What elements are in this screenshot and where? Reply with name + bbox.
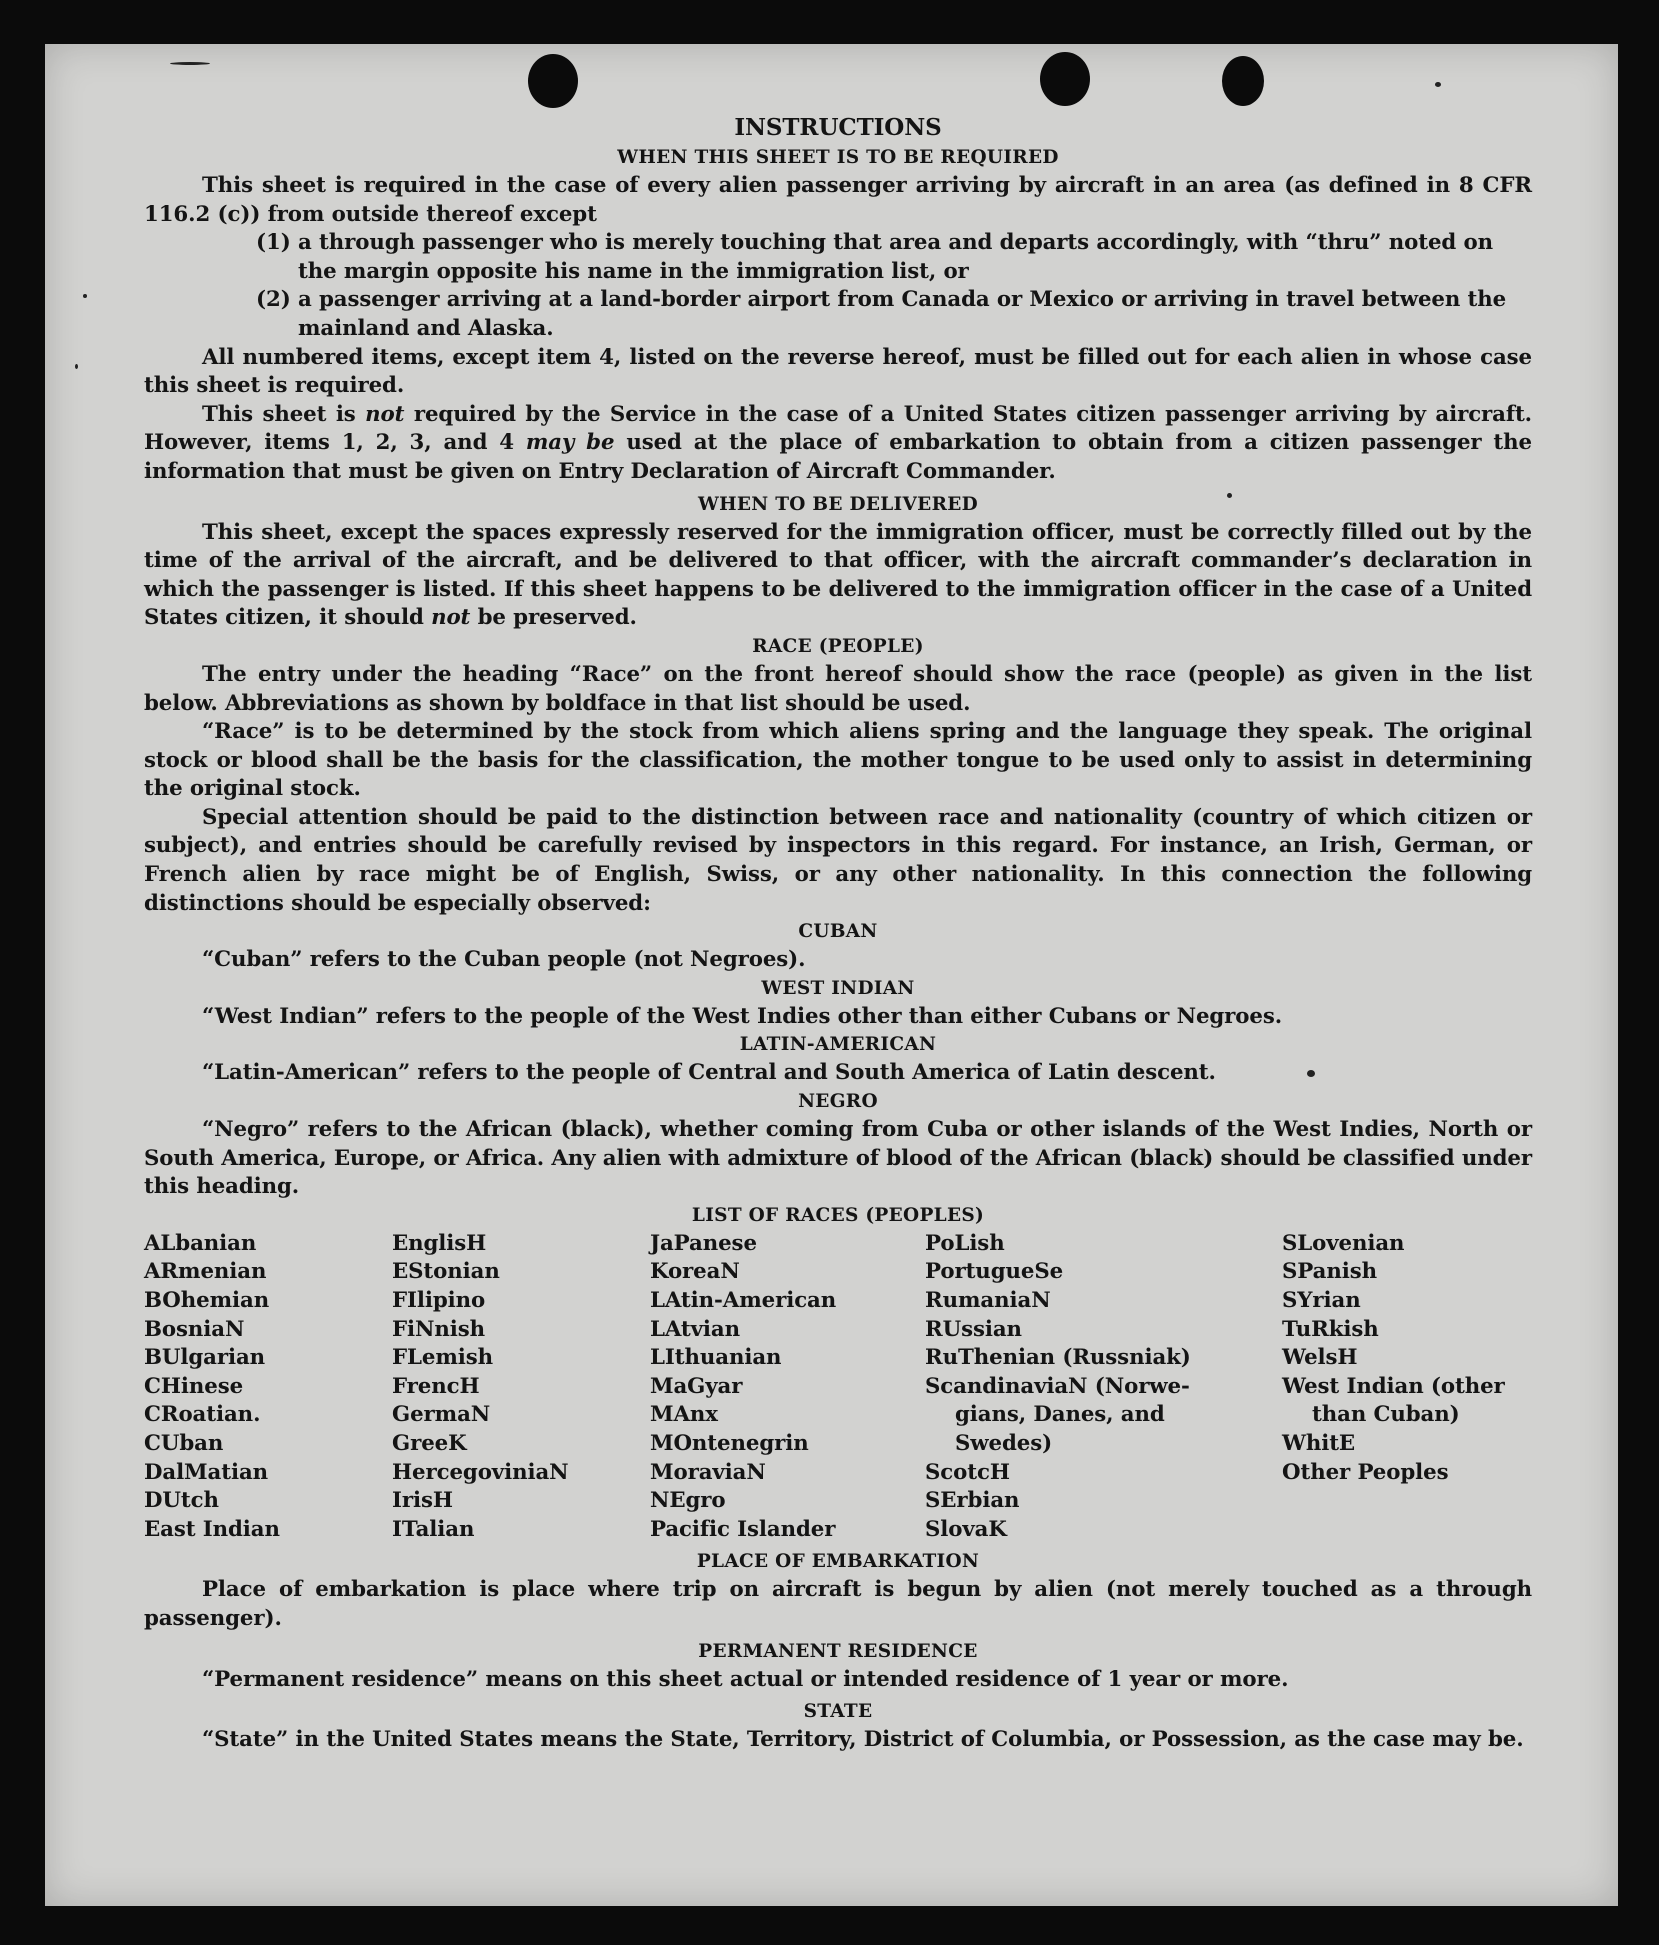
emphasis: not bbox=[431, 605, 471, 631]
instructions-body bbox=[144, 112, 1532, 1755]
race-item: MoraviaN bbox=[650, 1459, 766, 1485]
race-item: GermaN bbox=[392, 1402, 491, 1428]
section-heading: WHEN TO BE DELIVERED bbox=[698, 493, 978, 515]
race-item: SYrian bbox=[1282, 1288, 1361, 1313]
race-item: HercegoviniaN bbox=[392, 1459, 569, 1485]
section-heading: PERMANENT RESIDENCE bbox=[698, 1640, 978, 1662]
race-item: RumaniaN bbox=[925, 1288, 1051, 1313]
text-run: be preserved. bbox=[470, 605, 637, 631]
section-heading: WEST INDIAN bbox=[761, 977, 915, 999]
text-run: required by the Service in the case of a United States citizen passenger arriving by aircraft. However, items 1, 2, 3, and 4 bbox=[144, 401, 1532, 456]
race-item: DalMatian bbox=[144, 1459, 269, 1485]
race-item: BosniaN bbox=[144, 1316, 245, 1342]
races-list bbox=[144, 1230, 1532, 1545]
paragraph: “Permanent residence” means on this sheet actual or intended residence of 1 year or more. bbox=[202, 1666, 1289, 1692]
item-text: a passenger arriving at a land-border airport from Canada or Mexico or arriving in travel between the mainland and Alaska. bbox=[298, 287, 1507, 341]
race-item: BUlgarian bbox=[144, 1345, 266, 1371]
race-item: WhitE bbox=[1282, 1430, 1356, 1456]
page-title: INSTRUCTIONS bbox=[734, 114, 942, 141]
race-item: SPanish bbox=[1282, 1259, 1377, 1285]
race-item: KoreaN bbox=[650, 1259, 740, 1285]
race-item: East Indian bbox=[144, 1516, 280, 1542]
race-item: ARmenian bbox=[144, 1259, 267, 1285]
ink-speck bbox=[83, 294, 87, 298]
race-item: IrisH bbox=[392, 1488, 453, 1514]
punch-hole-center bbox=[1040, 52, 1090, 106]
paragraph: This sheet is required in the case of every alien passenger arriving by aircraft in an area (as defined in 8 CFR 116.2 (c)) from outside thereof except bbox=[144, 173, 1532, 227]
paragraph: “Cuban” refers to the Cuban people (not Negroes). bbox=[202, 947, 806, 973]
text-run: This sheet, except the spaces expressly reserved for the immigration officer, must be correctly filled out by the time of the arrival of the aircraft, and be delivered to that officer, with the aircraft commander’s declaration in which the passenger is listed. If this sheet happens to be delivered to the immigration officer in the case of a United States citizen, it should bbox=[144, 519, 1532, 631]
ink-speck bbox=[1435, 82, 1441, 87]
section-heading: CUBAN bbox=[798, 921, 878, 943]
paragraph: Special attention should be paid to the distinction between race and nationality (country of which citizen or subject), and entries should be carefully revised by inspectors in this regard. For instance, an Irish, German, or French alien by race might be of English, Swiss, or any other nationality. In this connection the following distinctions should be especially observed: bbox=[144, 804, 1532, 916]
race-item: ScandinaviaN (Norwe- bbox=[925, 1373, 1190, 1399]
paragraph: “Race” is to be determined by the stock from which aliens spring and the language they speak. The original stock or blood shall be the basis for the classification, the mother tongue to be used only to assist in determining the original stock. bbox=[144, 719, 1532, 802]
race-item: LAtin-American bbox=[650, 1288, 837, 1313]
race-item: SlovaK bbox=[925, 1516, 1007, 1542]
race-item: Other Peoples bbox=[1282, 1459, 1449, 1485]
section-heading: STATE bbox=[803, 1701, 873, 1723]
race-item: CRoatian. bbox=[144, 1402, 261, 1428]
race-item: PortugueSe bbox=[925, 1259, 1064, 1285]
section-heading: WHEN THIS SHEET IS TO BE REQUIRED bbox=[617, 147, 1059, 168]
race-item: NEgro bbox=[650, 1488, 726, 1514]
race-item: than Cuban) bbox=[1312, 1402, 1460, 1428]
race-item: BOhemian bbox=[144, 1288, 270, 1313]
race-item: West Indian (other bbox=[1282, 1373, 1505, 1399]
list-item bbox=[144, 286, 1532, 343]
section-heading: RACE (PEOPLE) bbox=[752, 635, 924, 657]
item-number: (1) bbox=[256, 230, 291, 256]
race-item: MAnx bbox=[650, 1402, 718, 1428]
race-item: MaGyar bbox=[650, 1373, 743, 1399]
ink-speck bbox=[75, 364, 78, 369]
race-item: SErbian bbox=[925, 1488, 1020, 1514]
race-item: EStonian bbox=[392, 1259, 500, 1285]
race-item: JaPanese bbox=[650, 1230, 757, 1256]
race-item: EnglisH bbox=[392, 1230, 487, 1256]
paragraph: Place of embarkation is place where trip on aircraft is begun by alien (not merely touched as a through passenger). bbox=[144, 1577, 1532, 1631]
race-item: FLemish bbox=[392, 1345, 494, 1371]
race-item: LAtvian bbox=[650, 1316, 741, 1342]
race-item: CUban bbox=[144, 1430, 224, 1456]
race-item: RUssian bbox=[925, 1316, 1022, 1342]
ink-speck bbox=[170, 62, 210, 65]
section-heading: LIST OF RACES (PEOPLES) bbox=[691, 1204, 985, 1226]
race-item: FiNnish bbox=[392, 1316, 486, 1342]
item-text: a through passenger who is merely touching that area and departs accordingly, with “thru” noted on the margin opposite his name in the immigration list, or bbox=[298, 230, 1494, 284]
race-item: PoLish bbox=[925, 1230, 1005, 1256]
paragraph: The entry under the heading “Race” on the front hereof should show the race (people) as given in the list below. Abbreviations as shown by boldface in that list should be used. bbox=[144, 661, 1532, 716]
race-item: CHinese bbox=[144, 1373, 244, 1399]
race-item: TuRkish bbox=[1282, 1316, 1379, 1342]
paragraph: “Latin-American” refers to the people of Central and South America of Latin descent. bbox=[202, 1060, 1216, 1086]
paragraph: “State” in the United States means the State, Territory, District of Columbia, or Possession, as the case may be. bbox=[202, 1727, 1524, 1753]
punch-hole-left bbox=[528, 54, 578, 108]
race-item: gians, Danes, and bbox=[955, 1402, 1165, 1428]
list-item bbox=[144, 229, 1532, 286]
race-item: RuThenian (Russniak) bbox=[925, 1345, 1191, 1371]
race-item: FrencH bbox=[392, 1373, 480, 1399]
paragraph bbox=[144, 401, 1532, 487]
race-item: SLovenian bbox=[1282, 1230, 1405, 1256]
races-column-2 bbox=[392, 1230, 650, 1545]
races-column-3 bbox=[650, 1230, 925, 1545]
race-item: LIthuanian bbox=[650, 1345, 782, 1371]
race-item: Swedes) bbox=[955, 1430, 1053, 1456]
paragraph: “Negro” refers to the African (black), whether coming from Cuba or other islands of the West Indies, North or South America, Europe, or Africa. Any alien with admixture of blood of the African (black) should be classified under this heading. bbox=[144, 1117, 1532, 1200]
text-run: used at the place of embarkation to obtain from a citizen passenger the information that must be given on Entry Declaration of Aircraft Commander. bbox=[144, 430, 1532, 484]
race-item: DUtch bbox=[144, 1488, 219, 1514]
paragraph: All numbered items, except item 4, listed on the reverse hereof, must be filled out for each alien in whose case this sheet is required. bbox=[144, 344, 1532, 399]
races-column-5 bbox=[1282, 1230, 1532, 1545]
race-item: GreeK bbox=[392, 1430, 467, 1456]
race-item: WelsH bbox=[1282, 1345, 1358, 1371]
text-run: This sheet is bbox=[202, 401, 366, 427]
emphasis: not bbox=[365, 401, 405, 427]
races-column-4 bbox=[925, 1230, 1282, 1545]
paragraph: “West Indian” refers to the people of the West Indies other than either Cubans or Negroes. bbox=[202, 1003, 1283, 1029]
punch-hole-right bbox=[1222, 56, 1264, 106]
paragraph bbox=[144, 519, 1532, 633]
race-item: Pacific Islander bbox=[650, 1516, 836, 1542]
race-item: FIlipino bbox=[392, 1288, 486, 1313]
emphasis: may be bbox=[525, 430, 615, 456]
section-heading: NEGRO bbox=[798, 1091, 878, 1113]
races-column-1 bbox=[144, 1230, 392, 1545]
race-item: ALbanian bbox=[144, 1230, 257, 1256]
race-item: MOntenegrin bbox=[650, 1430, 809, 1456]
section-heading: LATIN-AMERICAN bbox=[739, 1034, 937, 1056]
section-heading: PLACE OF EMBARKATION bbox=[696, 1551, 980, 1573]
race-item: ScotcH bbox=[925, 1459, 1010, 1485]
race-item: ITalian bbox=[392, 1516, 475, 1542]
item-number: (2) bbox=[256, 287, 291, 313]
